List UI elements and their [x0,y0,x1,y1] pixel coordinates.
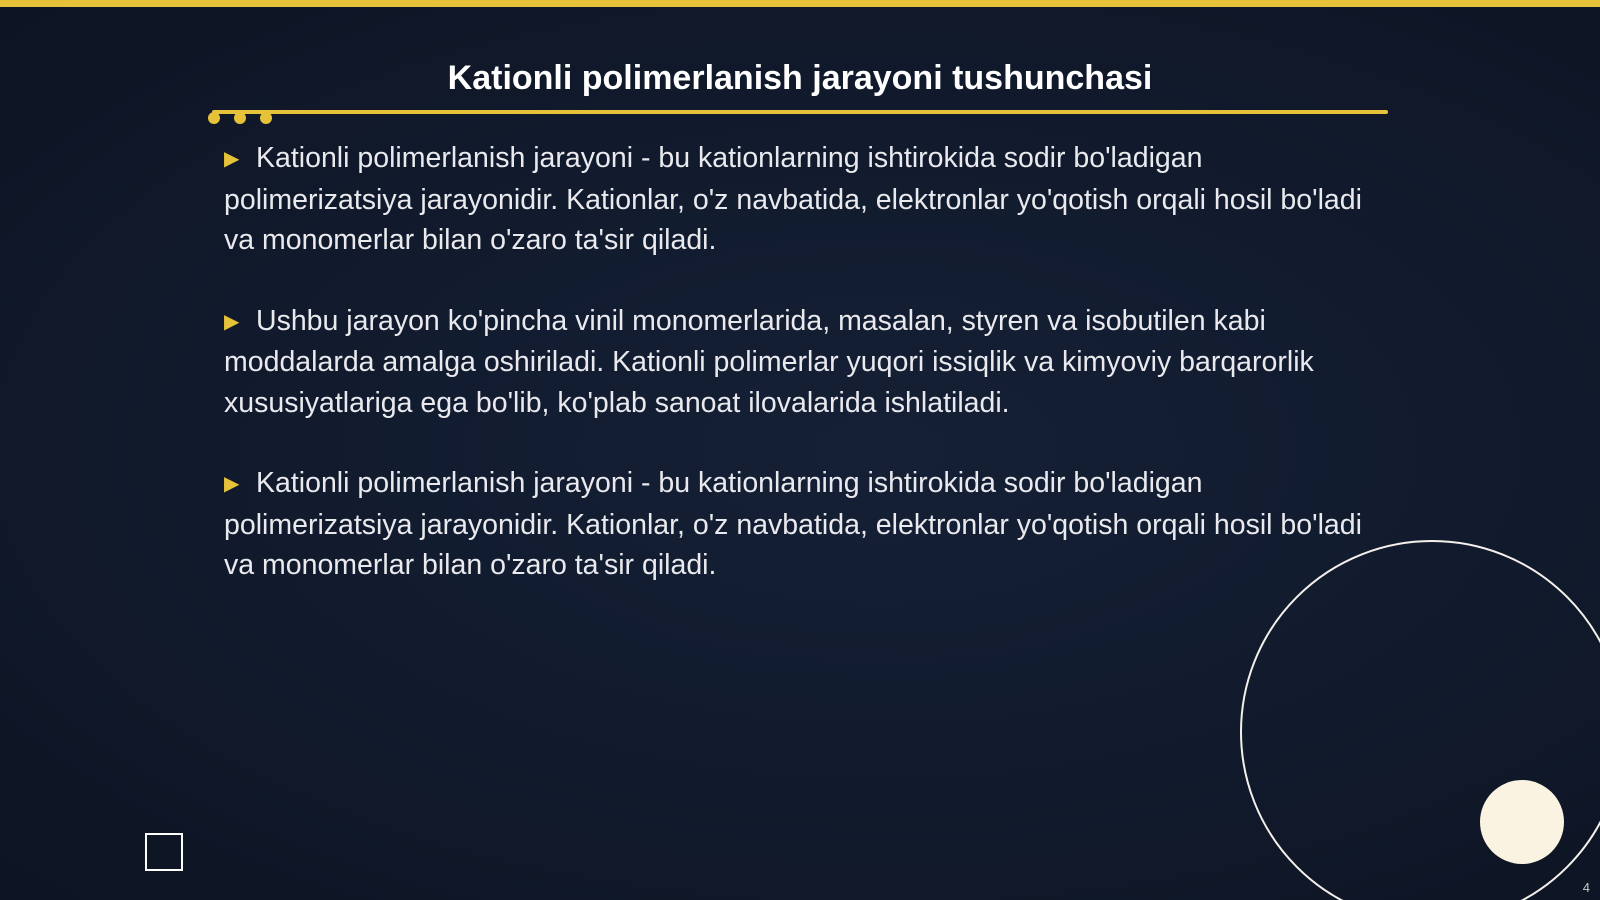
triangle-bullet-icon: ▶ [224,148,240,170]
bullet-text: Kationli polimerlanish jarayoni - bu kationlarning ishtirokida sodir bo'ladigan polimerizatsiya jarayonidir. Kationlar, o'z navbatida, elektronlar yo'qotish orqali hosil bo'ladi va monomerlar bilan o'zaro ta'sir qiladi. [224,467,1362,581]
triangle-bullet-icon: ▶ [224,310,240,333]
title-underline [212,110,1388,114]
bullet-list [224,138,1394,626]
page-number: 4 [1582,880,1590,895]
bullet-item [224,463,1394,586]
decorative-dot [208,112,220,124]
slide-title: Kationli polimerlanish jarayoni tushunchasi [447,59,1153,97]
decorative-circle-filled [1480,780,1564,864]
decorative-dot [234,112,246,124]
bullet-item [224,301,1394,424]
decorative-dot [260,112,272,124]
bullet-item [224,138,1394,261]
bullet-text: Ushbu jarayon ko'pincha vinil monomerlarida, masalan, styren va isobutilen kabi moddalarda amalga oshiriladi. Kationli polimerlar yuqori issiqlik va kimyoviy barqarorlik xususiyatlariga ega bo'lib, ko'plab sanoat ilovalarida ishlatiladi. [224,304,1314,419]
bullet-text: Kationli polimerlanish jarayoni - bu kationlarning ishtirokida sodir bo'ladigan polimerizatsiya jarayonidir. Kationlar, o'z navbatida, elektronlar yo'qotish orqali hosil bo'ladi va monomerlar bilan o'zaro ta'sir qiladi. [224,142,1362,256]
triangle-bullet-icon: ▶ [224,473,240,495]
decorative-square-outline [145,833,183,871]
top-accent-bar [0,0,1600,7]
